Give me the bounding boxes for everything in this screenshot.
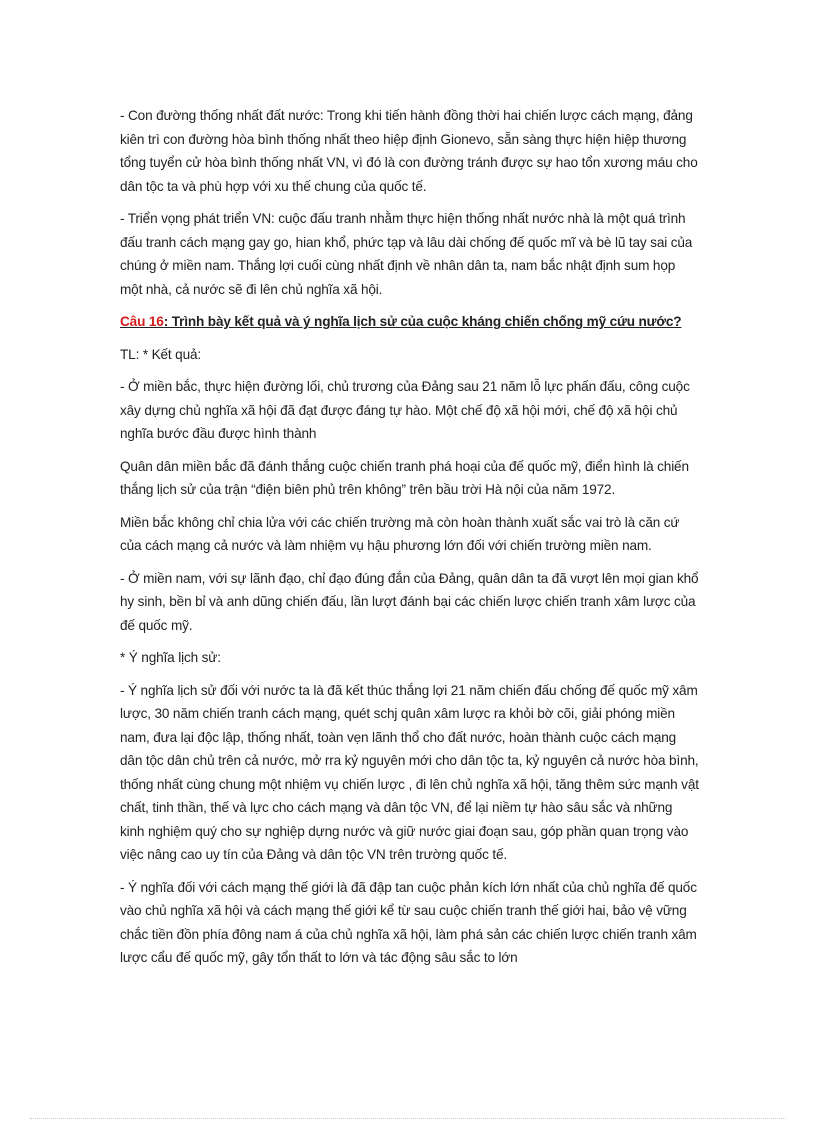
paragraph-significance-vietnam: - Ý nghĩa lịch sử đối với nước ta là đã kết thúc thắng lợi 21 năm chiến đấu chống đế quốc mỹ xâm lược, 30 năm chiến tranh cách mạng, quét schj quân xâm lược ra khỏi bờ cõi, giải phóng miền nam, đưa lại độc lập, thống nhất, toàn vẹn lãnh thổ cho đất nước, hoàn thành cuộc cách mạng dân tộc dân chủ trên cả nước, mở rra kỷ nguyên mới cho dân tộc ta, kỷ nguyên cả nước hòa bình, thống nhất cùng chung một nhiệm vụ chiến lược , đi lên chủ nghĩa xã hội, tăng thêm sức mạnh vật chất, tinh thần, thế và lực cho cách mạng và dân tộc VN, để lại niềm tự hào sâu sắc và những kinh nghiệm quý cho sự nghiệp dựng nước và giữ nước giai đoạn sau, góp phần quan trọng vào việc nâng cao uy tín của Đảng và dân tộc VN trên trường quốc tế. <box>120 682 699 862</box>
question-number: Câu 16 <box>120 314 164 329</box>
paragraph-north-results: - Ở miền bắc, thực hiện đường lối, chủ trương của Đảng sau 21 năm lỗ lực phấn đấu, công cuộc xây dựng chủ nghĩa xã hội đã đạt được đáng tự hào. Một chế độ xã hội mới, chế độ xã hội chủ nghĩa bước đầu được hình thành <box>120 379 690 441</box>
question-text: : Trình bày kết quả và ý nghĩa lịch sử của cuộc kháng chiến chống mỹ cứu nước? <box>163 314 682 329</box>
paragraph-south-results: - Ở miền nam, với sự lãnh đạo, chỉ đạo đúng đắn của Đảng, quân dân ta đã vượt lên mọi gian khổ hy sinh, bền bỉ và anh dũng chiến đấu, lần lượt đánh bại các chiến lược chiến tranh xâm lược của đế quốc mỹ. <box>120 570 699 633</box>
document-body <box>120 104 700 979</box>
paragraph-development-prospects: - Triển vọng phát triển VN: cuộc đấu tranh nhằm thực hiện thống nhất nước nhà là một quá trình đấu tranh cách mạng gay go, hian khổ, phức tạp và lâu dài chống đế quốc mĩ và bè lũ tay sai của chúng ở miền nam. Thắng lợi cuối cùng nhất định về nhân dân ta, nam bắc nhật định sum họp một nhà, cả nước sẽ đi lên chủ nghĩa xã hội. <box>120 211 693 297</box>
paragraph-unification-path: - Con đường thống nhất đất nước: Trong khi tiến hành đồng thời hai chiến lược cách mạng, đảng kiên trì con đường hòa bình thống nhất theo hiệp định Gionevo, sẵn sàng thực hiện hiệp thương tổng tuyển cử hòa bình thống nhất VN, vì đó là con đường tránh được sự hao tổn xương máu cho dân tộc ta và phù hợp với xu thế chung của quốc tế. <box>120 108 698 194</box>
paragraph-north-rear-base: Miền bắc không chỉ chia lửa với các chiến trường mà còn hoàn thành xuất sắc vai trò là căn cứ của cách mạng cả nước và làm nhiệm vụ hậu phương lớn đối với chiến trường miền nam. <box>120 514 680 553</box>
question-heading <box>120 310 700 334</box>
historical-significance-heading: * Ý nghĩa lịch sử: <box>120 650 221 665</box>
page-bottom-divider <box>30 1118 786 1119</box>
answer-results-heading: TL: * Kết quả: <box>120 346 202 362</box>
paragraph-significance-world: - Ý nghĩa đối với cách mạng thế giới là đã đập tan cuộc phản kích lớn nhất của chủ nghĩa đế quốc vào chủ nghĩa xã hội và cách mạng thế giới kể từ sau cuộc chiến tranh thế giới hai, bảo vệ vững chắc tiền đồn phía đông nam á của chủ nghĩa xã hội, làm phá sản các chiến lược chiến tranh xâm lược cẩu đế quốc mỹ, gây tổn thất to lớn và tác động sâu sắc to lớn <box>120 879 697 965</box>
paragraph-north-victory: Quân dân miền bắc đã đánh thắng cuộc chiến tranh phá hoại của đế quốc mỹ, điển hình là chiến thắng lịch sử của trận “điện biên phủ trên không” trên bầu trời Hà nội của năm 1972. <box>120 458 689 497</box>
